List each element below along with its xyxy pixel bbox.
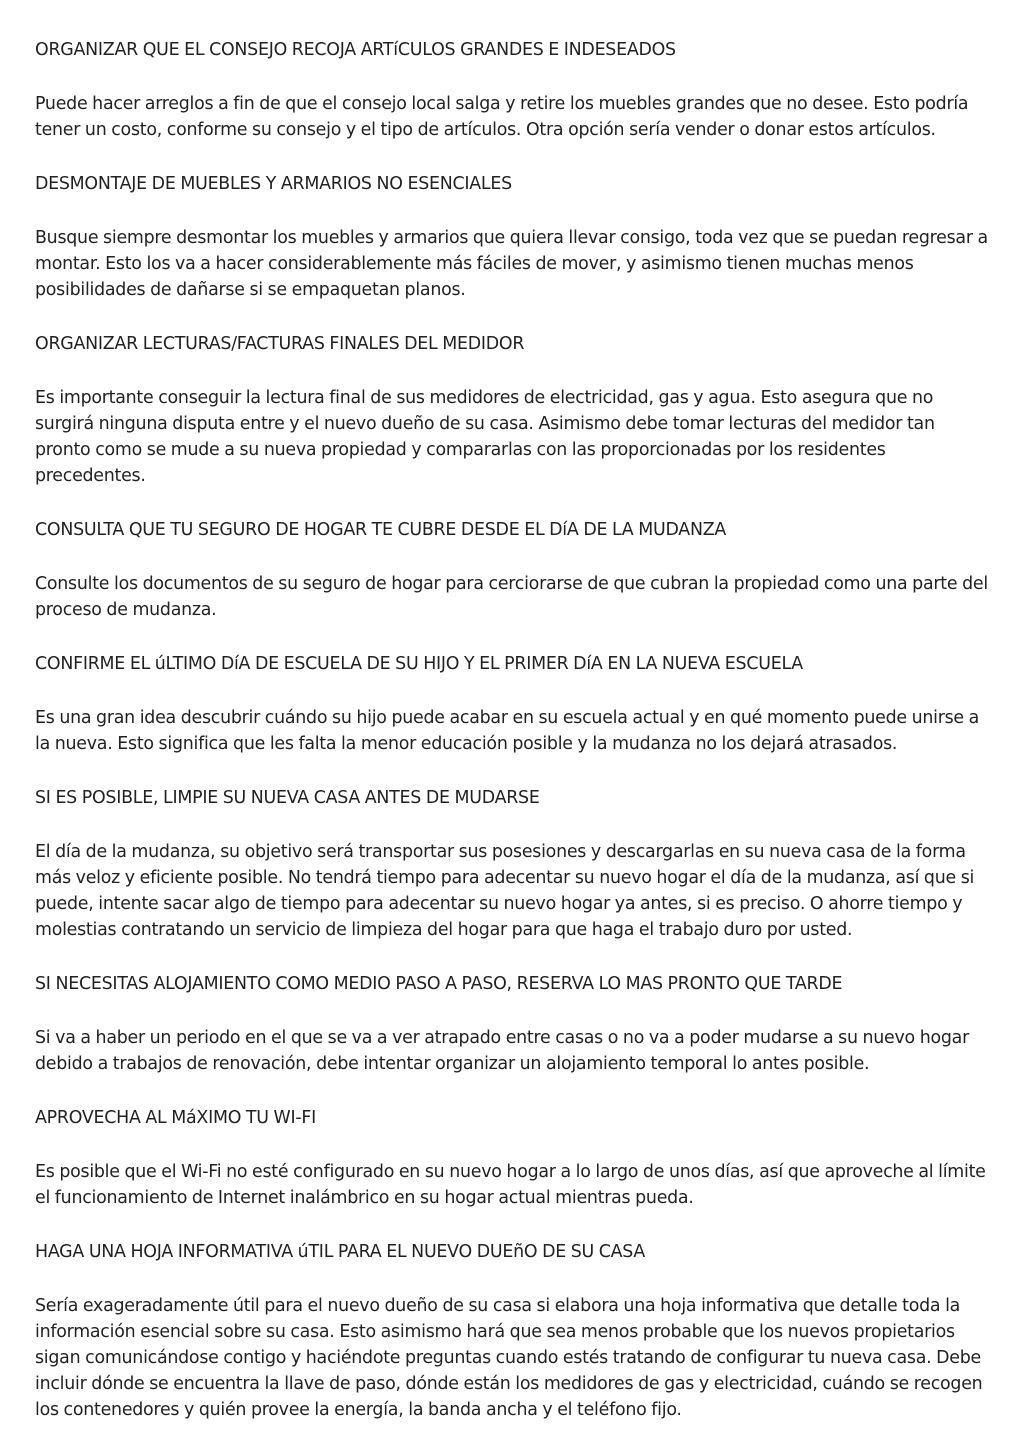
section-clean-new-house xyxy=(35,785,993,943)
section-paragraph: Es una gran idea descubrir cuándo su hijo puede acabar en su escuela actual y en qué momento puede unirse a la nueva. Esto significa que les falta la menor educación posible y la mudanza no los dejará atrasados. xyxy=(35,708,980,754)
section-school-dates xyxy=(35,651,993,757)
section-paragraph: Busque siempre desmontar los muebles y armarios que quiera llevar consigo, toda vez que se puedan regresar a montar. Esto los va a hacer considerablemente más fáciles de mover, y asimismo tienen muchas menos posibilidades de dañarse si se empaquetan planos. xyxy=(35,228,988,300)
section-heading: SI ES POSIBLE, LIMPIE SU NUEVA CASA ANTES DE MUDARSE xyxy=(35,788,540,808)
section-dismantle-furniture xyxy=(35,171,993,303)
section-paragraph: Es posible que el Wi-Fi no esté configurado en su nuevo hogar a lo largo de unos días, así que aproveche al límite el funcionamiento de Internet inalámbrico en su hogar actual mientras pueda. xyxy=(35,1162,986,1208)
section-paragraph: Es importante conseguir la lectura final de sus medidores de electricidad, gas y agua. Esto asegura que no surgirá ninguna disputa entre y el nuevo dueño de su casa. Asimismo debe tomar lecturas del medidor tan pronto como se mude a su nueva propiedad y compararlas con las proporcionadas por los residentes precedentes. xyxy=(35,388,935,486)
section-heading: CONSULTA QUE TU SEGURO DE HOGAR TE CUBRE DESDE EL DíA DE LA MUDANZA xyxy=(35,520,727,540)
section-paragraph: Puede hacer arreglos a fin de que el consejo local salga y retire los muebles grandes que no desee. Esto podría tener un costo, conforme su consejo y el tipo de artículos. Otra opción sería vender o donar estos artículos. xyxy=(35,94,969,140)
section-heading: ORGANIZAR LECTURAS/FACTURAS FINALES DEL MEDIDOR xyxy=(35,334,525,354)
section-paragraph: Si va a haber un periodo en el que se va a ver atrapado entre casas o no va a poder mudarse a su nuevo hogar debido a trabajos de renovación, debe intentar organizar un alojamiento temporal lo antes posible. xyxy=(35,1028,969,1074)
section-info-sheet xyxy=(35,1239,993,1423)
section-paragraph: El día de la mudanza, su objetivo será transportar sus posesiones y descargarlas en su nueva casa de la forma más veloz y eficiente posible. No tendrá tiempo para adecentar su nuevo hogar el día de la mudanza, así que si puede, intente sacar algo de tiempo para adecentar su nuevo hogar ya antes, si es preciso. O ahorre tiempo y molestias contratando un servicio de limpieza del hogar para que haga el trabajo duro por usted. xyxy=(35,842,975,940)
section-meter-readings xyxy=(35,331,993,489)
section-bulky-items xyxy=(35,37,993,143)
section-heading: ORGANIZAR QUE EL CONSEJO RECOJA ARTíCULOS GRANDES E INDESEADOS xyxy=(35,40,676,60)
section-home-insurance xyxy=(35,517,993,623)
section-wifi xyxy=(35,1105,993,1211)
section-heading: DESMONTAJE DE MUEBLES Y ARMARIOS NO ESENCIALES xyxy=(35,174,512,194)
section-paragraph: Consulte los documentos de su seguro de hogar para cerciorarse de que cubran la propiedad como una parte del proceso de mudanza. xyxy=(35,574,988,620)
section-temporary-accommodation xyxy=(35,971,993,1077)
section-heading: APROVECHA AL MáXIMO TU WI-FI xyxy=(35,1108,317,1128)
section-paragraph: Sería exageradamente útil para el nuevo dueño de su casa si elabora una hoja informativa que detalle toda la información esencial sobre su casa. Esto asimismo hará que sea menos probable que los nuevos propietarios sigan comunicándose contigo y haciéndote preguntas cuando estés tratando de configurar tu nueva casa. Debe incluir dónde se encuentra la llave de paso, dónde están los medidores de gas y electricidad, cuándo se recogen los contenedores y quién provee la energía, la banda ancha y el teléfono fijo. xyxy=(35,1296,983,1420)
section-heading: CONFIRME EL úLTIMO DíA DE ESCUELA DE SU HIJO Y EL PRIMER DíA EN LA NUEVA ESCUELA xyxy=(35,654,803,674)
section-heading: SI NECESITAS ALOJAMIENTO COMO MEDIO PASO A PASO, RESERVA LO MAS PRONTO QUE TARDE xyxy=(35,974,843,994)
section-heading: HAGA UNA HOJA INFORMATIVA úTIL PARA EL NUEVO DUEñO DE SU CASA xyxy=(35,1242,646,1262)
document-page xyxy=(35,37,993,1451)
